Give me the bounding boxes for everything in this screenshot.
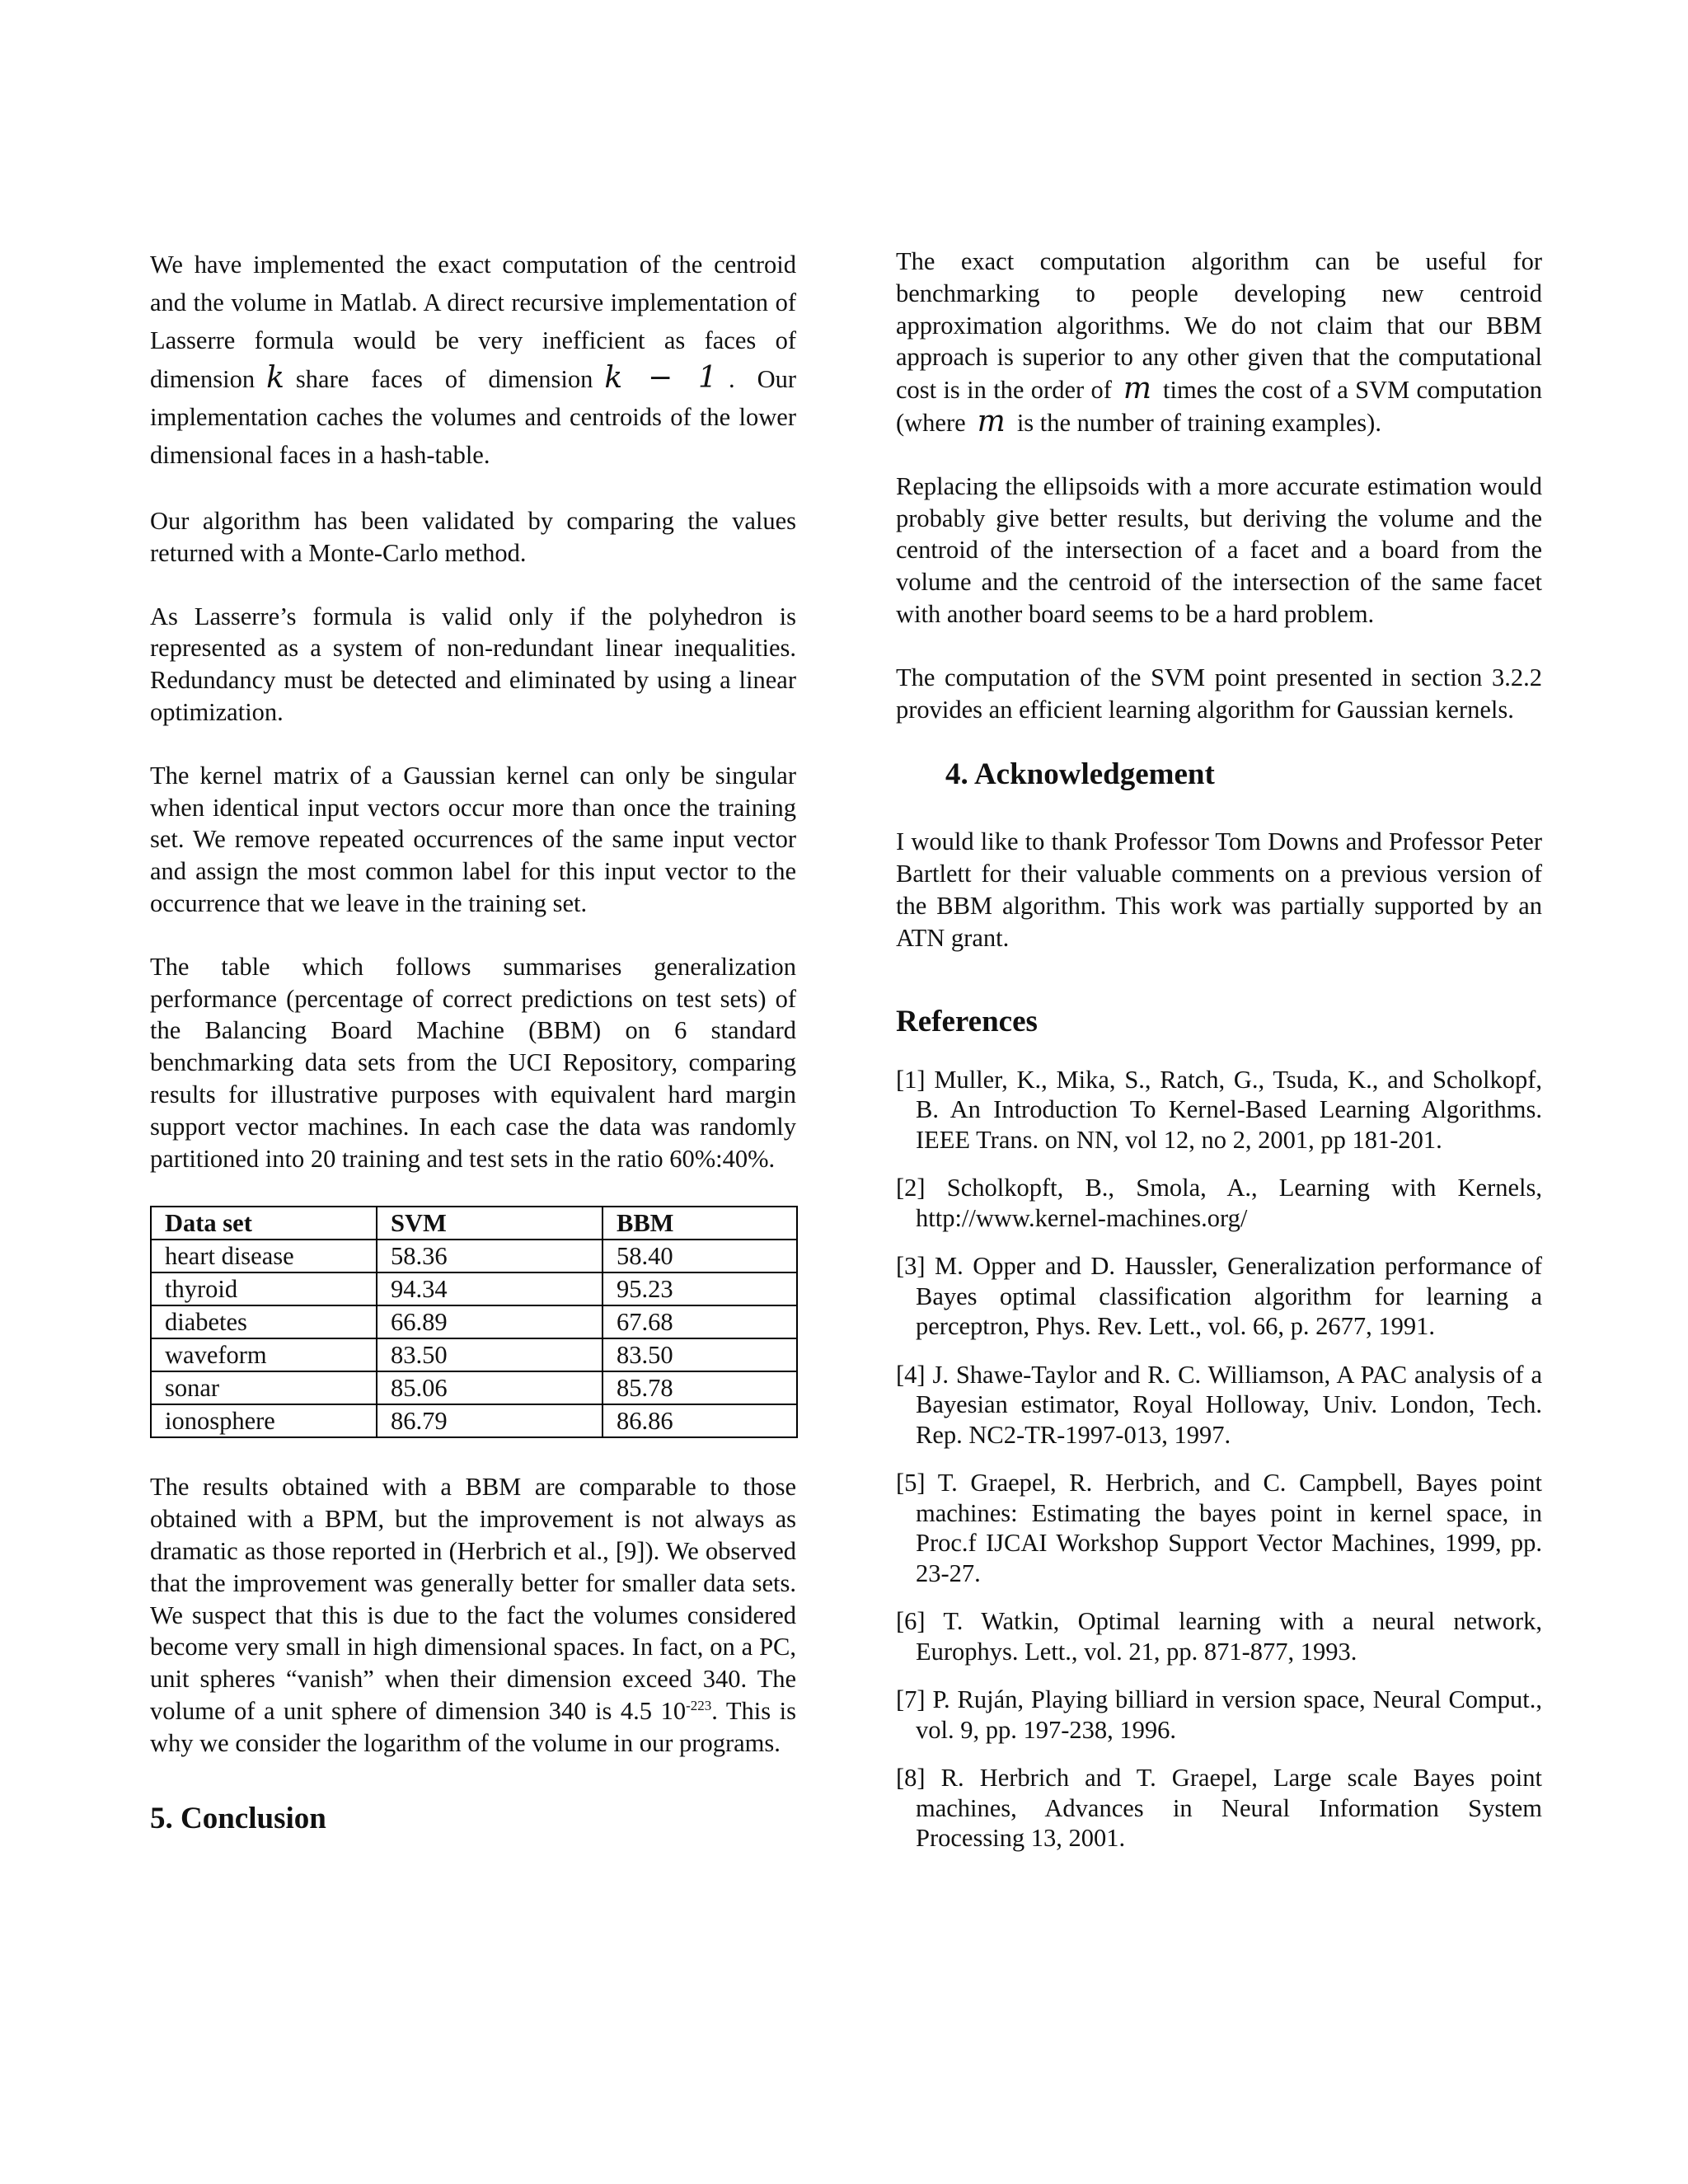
header-svm: SVM	[377, 1207, 603, 1240]
paragraph-benchmarking	[896, 246, 1542, 439]
paragraph-ellipsoids: Replacing the ellipsoids with a more accurate estimation would probably give better results, but deriving the volume and the centroid of the intersection of a facet and a board from the volume and the centroid of the intersection of the same facet with another board seems to be a hard problem.	[896, 471, 1542, 628]
table-row	[151, 1305, 797, 1338]
cell-svm: 94.34	[377, 1272, 603, 1305]
cell-bbm: 83.50	[603, 1338, 797, 1371]
paragraph-results-discussion	[150, 1471, 796, 1759]
text-run: . Our implementation caches the volumes and centroids of the lower dimensional faces in a hash-table.	[150, 365, 796, 469]
paragraph-svm-point: The computation of the SVM point presented in section 3.2.2 provides an efficient learning algorithm for Gaussian kernels.	[896, 663, 1542, 724]
reference-item: [6] T. Watkin, Optimal learning with a neural network, Europhys. Lett., vol. 21, pp. 871-877, 1993.	[896, 1607, 1542, 1666]
math-m: m	[1123, 372, 1152, 406]
paragraph-kernel-matrix: The kernel matrix of a Gaussian kernel can only be singular when identical input vectors occur more than once the training set. We remove repeated occurrences of the same input vector and assign the most common label for this input vector to the occurrence that we leave in the training set.	[150, 761, 796, 917]
references-heading: References	[896, 1004, 1038, 1038]
math-k-minus-1: k − 1	[604, 361, 717, 395]
text-run: . This is why we consider the logarithm of the volume in our programs.	[150, 1696, 796, 1757]
cell-data-set: waveform	[151, 1338, 377, 1371]
paragraph-table-intro: The table which follows summarises generalization performance (percentage of correct predictions on test sets) of the Balancing Board Machine (BBM) on 6 standard benchmarking data sets from the UCI Repository, comparing results for illustrative purposes with equivalent hard margin support vector machines. In each case the data was randomly partitioned into 20 training and test sets in the ratio 60%:40%.	[150, 952, 796, 1173]
paragraph-implementation	[150, 246, 796, 474]
header-bbm: BBM	[603, 1207, 797, 1240]
text-run: The results obtained with a BBM are comparable to those obtained with a BPM, but the improvement is not always as dramatic as those reported in (Herbrich et al., [9]). We observed that the improvement was generally better for smaller data sets. We suspect that this is due to the fact the volumes considered become very small in high dimensional spaces. In fact, on a PC, unit spheres “vanish” when their dimension exceed 340. The volume of a unit sphere of dimension 340 is 4.5 10	[150, 1473, 796, 1725]
cell-bbm: 58.40	[603, 1240, 797, 1272]
table-row	[151, 1338, 797, 1371]
table-header-row	[151, 1207, 797, 1240]
math-k: k	[266, 361, 284, 395]
table-row	[151, 1272, 797, 1305]
cell-svm: 86.79	[377, 1404, 603, 1437]
table-row	[151, 1404, 797, 1437]
reference-item: [1] Muller, K., Mika, S., Ratch, G., Tsuda, K., and Scholkopf, B. An Introduction To Kernel-Based Learning Algorithms. IEEE Trans. on NN, vol 12, no 2, 2001, pp 181-201.	[896, 1065, 1542, 1154]
cell-data-set: ionosphere	[151, 1404, 377, 1437]
conclusion-heading: 5. Conclusion	[150, 1801, 326, 1835]
header-data-set: Data set	[151, 1207, 377, 1240]
cell-bbm: 85.78	[603, 1371, 797, 1404]
reference-item: [4] J. Shawe-Taylor and R. C. Williamson, A PAC analysis of a Bayesian estimator, Royal Holloway, Univ. London, Tech. Rep. NC2-TR-1997-013, 1997.	[896, 1360, 1542, 1449]
reference-item: [8] R. Herbrich and T. Graepel, Large scale Bayes point machines, Advances in Neural Information System Processing 13, 2001.	[896, 1764, 1542, 1853]
reference-item: [5] T. Graepel, R. Herbrich, and C. Campbell, Bayes point machines: Estimating the bayes point in kernel space, in Proc.f IJCAI Workshop Support Vector Machines, 1999, pp. 23-27.	[896, 1469, 1542, 1587]
cell-bbm: 86.86	[603, 1404, 797, 1437]
paragraph-validation: Our algorithm has been validated by comparing the values returned with a Monte-Carlo method.	[150, 507, 796, 567]
right-column	[896, 246, 1542, 1872]
cell-svm: 58.36	[377, 1240, 603, 1272]
cell-svm: 85.06	[377, 1371, 603, 1404]
paragraph-lasserre: As Lasserre’s formula is valid only if the polyhedron is represented as a system of non-redundant linear inequalities. Redundancy must be detected and eliminated by using a linear optimization.	[150, 602, 796, 726]
math-m: m	[977, 404, 1006, 438]
cell-bbm: 95.23	[603, 1272, 797, 1305]
text-run: times the cost of a SVM computation (where	[896, 376, 1542, 437]
cell-data-set: heart disease	[151, 1240, 377, 1272]
paragraph-acknowledgement: I would like to thank Professor Tom Downs and Professor Peter Bartlett for their valuable comments on a previous version of the BBM algorithm. This work was partially supported by an ATN grant.	[896, 827, 1542, 952]
cell-data-set: sonar	[151, 1371, 377, 1404]
reference-item: [7] P. Ruján, Playing billiard in version space, Neural Comput., vol. 9, pp. 197-238, 1996.	[896, 1685, 1542, 1744]
reference-item: [2] Scholkopft, B., Smola, A., Learning with Kernels, http://www.kernel-machines.org/	[896, 1174, 1542, 1232]
text-run: share faces of dimension	[295, 365, 593, 393]
cell-bbm: 67.68	[603, 1305, 797, 1338]
cell-data-set: diabetes	[151, 1305, 377, 1338]
text-run: is the number of training examples).	[1016, 408, 1381, 437]
text-run: We have implemented the exact computation of the centroid and the volume in Matlab. A direct recursive implementation of Lasserre formula would be very inefficient as faces of dimension	[150, 251, 796, 393]
exponent: -223	[686, 1697, 712, 1713]
cell-data-set: thyroid	[151, 1272, 377, 1305]
left-column	[150, 246, 796, 1837]
reference-item: [3] M. Opper and D. Haussler, Generalization performance of Bayes optimal classification algorithm for learning a perceptron, Phys. Rev. Lett., vol. 66, p. 2677, 1991.	[896, 1252, 1542, 1341]
results-table	[150, 1206, 798, 1438]
text-run: The exact computation algorithm can be useful for benchmarking to people developing new centroid approximation algorithms. We do not claim that our BBM approach is superior to any other given that the computational cost is in the order of	[896, 247, 1542, 405]
cell-svm: 66.89	[377, 1305, 603, 1338]
table-row	[151, 1371, 797, 1404]
acknowledgement-heading: 4. Acknowledgement	[945, 757, 1215, 792]
reference-list	[896, 1065, 1542, 1854]
table-row	[151, 1240, 797, 1272]
cell-svm: 83.50	[377, 1338, 603, 1371]
